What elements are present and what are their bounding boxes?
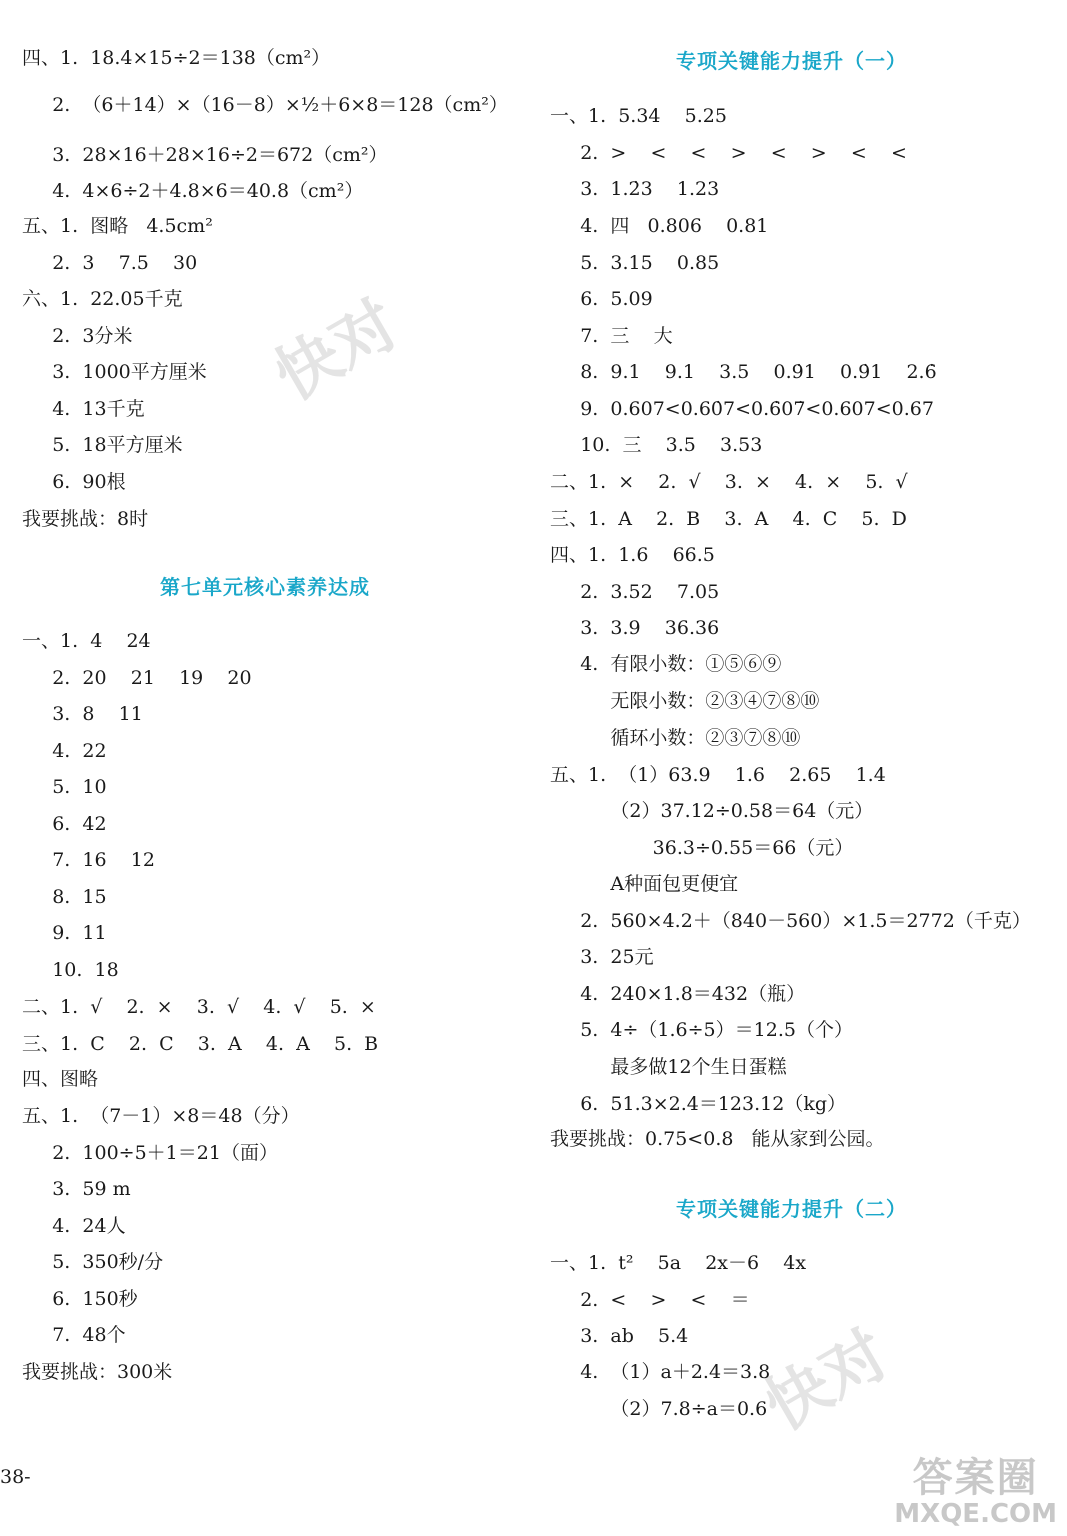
answer-line: 五、1. （1）63.9 1.6 2.65 1.4 <box>550 764 886 786</box>
answer-line: 7. 48个 <box>22 1324 126 1346</box>
answer-line: 我要挑战：300米 <box>22 1361 173 1383</box>
answer-line: 一、1. t² 5a 2x－6 4x <box>550 1252 807 1274</box>
answer-line: 3. 59 m <box>22 1178 131 1200</box>
answer-line: 3. 28×16＋28×16÷2＝672（cm²） <box>22 144 388 166</box>
answer-line: 5. 3.15 0.85 <box>550 252 720 274</box>
answer-line: 2. 560×4.2＋（840－560）×1.5＝2772（千克） <box>550 910 1031 932</box>
answer-line: 10. 18 <box>22 959 119 981</box>
answer-line: 五、1. （7－1）×8＝48（分） <box>22 1105 300 1127</box>
section-heading: 专项关键能力提升（二） <box>676 1197 907 1221</box>
answer-line: 8. 15 <box>22 886 107 908</box>
answer-line: 2. > < < > < > < < <box>550 142 907 164</box>
answer-line: 2. 3分米 <box>22 325 133 347</box>
answer-line: 9. 11 <box>22 922 107 944</box>
answer-line: 我要挑战：0.75<0.8 能从家到公园。 <box>550 1128 885 1150</box>
answer-line: 循环小数：②③⑦⑧⑩ <box>550 727 801 749</box>
answer-line: 五、1. 图略 4.5cm² <box>22 215 213 237</box>
answer-line: 4. 240×1.8＝432（瓶） <box>550 983 806 1005</box>
answer-line: 2. （6＋14）×（16－8）×½＋6×8＝128（cm²） <box>22 94 508 116</box>
answer-line: 4. 有限小数：①⑤⑥⑨ <box>550 653 782 675</box>
answer-line: 6. 150秒 <box>22 1288 138 1310</box>
answer-line: 2. 3 7.5 30 <box>22 252 198 274</box>
logo-text: 答案圈 <box>912 1455 1039 1501</box>
answer-line: 最多做12个生日蛋糕 <box>550 1056 787 1078</box>
logo-url: MXQE.COM <box>894 1499 1057 1529</box>
answer-line: 四、1. 1.6 66.5 <box>550 544 715 566</box>
answer-line: 36.3÷0.55＝66（元） <box>550 837 854 859</box>
section-heading: 专项关键能力提升（一） <box>676 49 907 73</box>
answer-line: 4. 四 0.806 0.81 <box>550 215 769 237</box>
watermark: 快对 <box>263 287 411 416</box>
answer-line: 10. 三 3.5 3.53 <box>550 434 763 456</box>
answer-line: 6. 42 <box>22 813 107 835</box>
answer-line: 2. 3.52 7.05 <box>550 581 720 603</box>
answer-line: 三、1. C 2. C 3. A 4. A 5. B <box>22 1033 379 1055</box>
answer-line: 3. 25元 <box>550 946 654 968</box>
answer-line: 7. 16 12 <box>22 849 155 871</box>
answer-line: 4. 4×6÷2＋4.8×6＝40.8（cm²） <box>22 180 364 202</box>
answer-line: 3. 8 11 <box>22 703 143 725</box>
answer-line: 5. 350秒/分 <box>22 1251 164 1273</box>
answer-line: 9. 0.607<0.60̇7<0.6̇07̇<0.607<0.67 <box>550 398 934 420</box>
answer-line: 4. 22 <box>22 740 107 762</box>
answer-line: 2. 20 21 19 20 <box>22 667 252 689</box>
answer-line: 我要挑战：8时 <box>22 508 149 530</box>
answer-line: 5. 10 <box>22 776 107 798</box>
page-number: 38- <box>0 1466 31 1488</box>
answer-line: 一、1. 4 24 <box>22 630 151 652</box>
answer-line: 6. 5.09 <box>550 288 653 310</box>
watermark: 快对 <box>753 1317 901 1446</box>
answer-line: 5. 4÷（1.6÷5）＝12.5（个） <box>550 1019 853 1041</box>
answer-line: 3. ab 5.4 <box>550 1325 689 1347</box>
answer-line: 4. （1）a＋2.4＝3.8 <box>550 1361 771 1383</box>
answer-line: 3. 3.9 36.36 <box>550 617 720 639</box>
answer-line: A种面包更便宜 <box>550 873 739 895</box>
answer-line: 二、1. √ 2. × 3. √ 4. √ 5. × <box>22 996 376 1018</box>
answer-line: 6. 51.3×2.4＝123.12（kg） <box>550 1093 847 1115</box>
answer-line: 无限小数：②③④⑦⑧⑩ <box>550 690 820 712</box>
answer-line: 2. 100÷5＋1＝21（面） <box>22 1142 278 1164</box>
answer-line: 2. < > < ＝ <box>550 1289 750 1311</box>
answer-line: 四、1. 18.4×15÷2＝138（cm²） <box>22 47 331 69</box>
answer-line: 5. 18平方厘米 <box>22 434 183 456</box>
answer-line: 7. 三 大 <box>550 325 673 347</box>
section-heading: 第七单元核心素养达成 <box>160 575 370 599</box>
answer-line: 六、1. 22.05千克 <box>22 288 183 310</box>
answer-line: 一、1. 5.34 5.25 <box>550 105 727 127</box>
answer-line: 3. 1000平方厘米 <box>22 361 207 383</box>
answer-line: 3. 1.2̇3 1.23 <box>550 178 720 200</box>
answer-line: 4. 13千克 <box>22 398 145 420</box>
answer-line: （2）7.8÷a＝0.6 <box>550 1398 768 1420</box>
answer-line: 4. 24人 <box>22 1215 126 1237</box>
watermark-logo <box>894 1456 1057 1528</box>
answer-line: （2）37.12÷0.58＝64（元） <box>550 800 874 822</box>
answer-line: 四、图略 <box>22 1068 99 1090</box>
answer-line: 三、1. A 2. B 3. A 4. C 5. D <box>550 508 907 530</box>
answer-line: 6. 90根 <box>22 471 126 493</box>
answer-line: 8. 9.1 9.1 3.5 0.9̇1 0.9̇1 2.6̇ <box>550 361 937 383</box>
answer-line: 二、1. × 2. √ 3. × 4. × 5. √ <box>550 471 908 493</box>
